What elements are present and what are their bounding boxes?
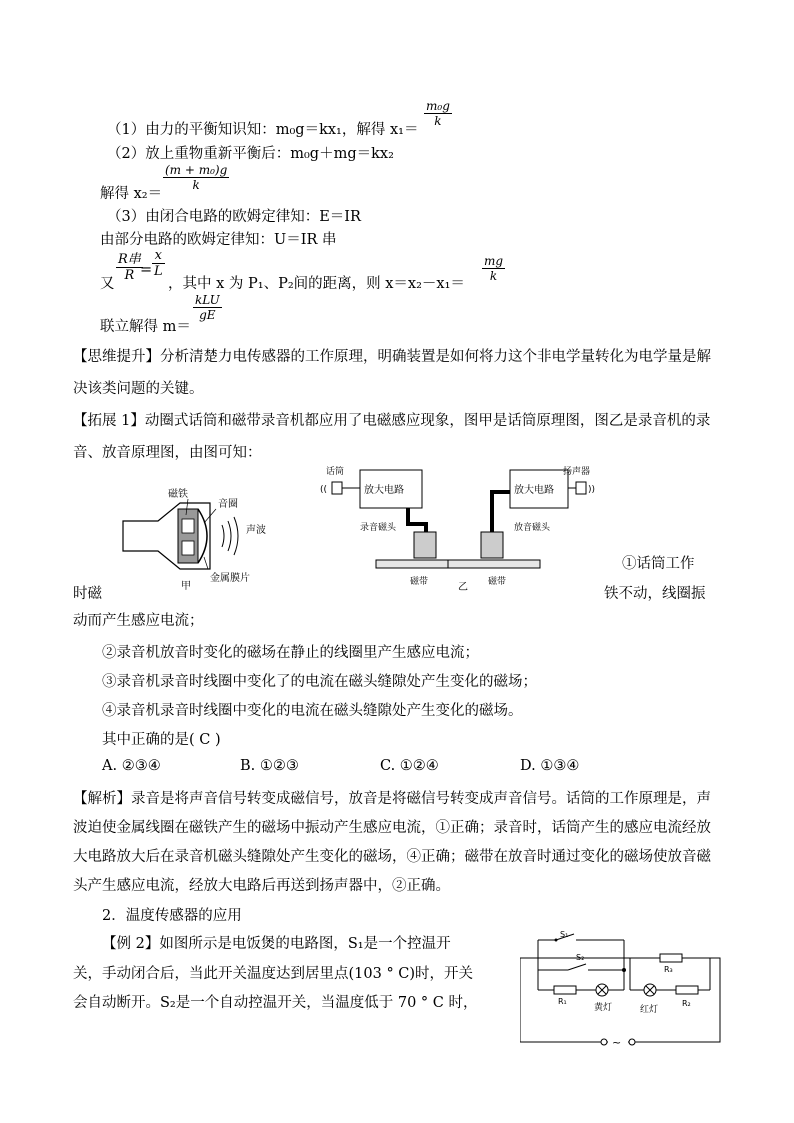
ext1-paragraph — [73, 405, 723, 469]
fraction-x2 — [163, 163, 229, 192]
fraction-numerator: kLU — [195, 293, 220, 307]
fraction-x1 — [424, 99, 452, 128]
label-mic: 话筒 — [326, 467, 345, 477]
fraction-denominator: k — [434, 114, 442, 128]
fraction-m — [193, 293, 222, 322]
label-r2: R₂ — [682, 999, 691, 1008]
fraction-denominator: k — [489, 269, 498, 283]
fraction-mg-k — [482, 254, 505, 283]
ext1-item1-c: 铁不动，线圈振 — [604, 586, 706, 602]
ext1-item2: ②录音机放音时变化的磁场在静止的线圈里产生感应电流； — [102, 645, 479, 661]
ex2-line-3: 会自动断开。S₂是一个自动控温开关，当温度低于 70 ° C 时， — [73, 995, 478, 1011]
thinking-text: 分析清楚力电传感器的工作原理，明确装置是如何将力这个非电学量转化为电学量是解决该类问题的关键。 — [73, 349, 711, 397]
label-sound-wave: 声波 — [246, 525, 266, 536]
fraction-denominator: k — [192, 178, 200, 192]
label-s2: S₂ — [576, 953, 585, 962]
label-yellow-lamp: 黄灯 — [594, 1003, 613, 1013]
label-amp-2: 放大电路 — [514, 485, 554, 496]
solution-you: 又 — [100, 276, 115, 292]
label-tape-1: 磁带 — [410, 577, 429, 587]
caption-yi: 乙 — [458, 582, 468, 592]
circuit-diagram — [520, 930, 730, 1052]
option-b: B. ①②③ — [240, 758, 299, 774]
solution-line-1: （1）由力的平衡知识知：m₀g＝kx₁，解得 x₁＝ — [107, 122, 419, 138]
fraction-r-ratio — [116, 248, 143, 283]
fraction-numerator: mg — [484, 254, 504, 268]
label-amp-1: 放大电路 — [364, 485, 404, 496]
ext1-item3: ③录音机录音时线圈中变化了的电流在磁头缝隙处产生变化的磁场； — [102, 674, 537, 690]
ex2-line-2: 关，手动闭合后，当此开关温度达到居里点(103 ° C)时，开关 — [73, 966, 474, 982]
label-r1: R₁ — [558, 997, 567, 1006]
option-d: D. ①③④ — [520, 758, 580, 774]
ext1-item1-a: ①话筒工作 — [622, 556, 695, 572]
fraction-numerator: R串 — [118, 252, 141, 267]
fraction-x-ratio — [152, 248, 165, 279]
option-a: A. ②③④ — [102, 758, 161, 774]
fraction-denominator: R — [124, 268, 135, 283]
ext1-tag: 【拓展 1】 — [73, 413, 145, 429]
analysis-tag: 【解析】 — [73, 791, 131, 807]
fraction-numerator: x — [154, 248, 162, 263]
ext1-item1-d: 动而产生感应电流； — [73, 613, 204, 629]
ext1-text: 动圈式话筒和磁带录音机都应用了电磁感应现象，图甲是话筒原理图，图乙是录音机的录音、放音原理图，由图可知： — [73, 413, 711, 461]
label-s1: S₁ — [560, 930, 569, 939]
label-red-lamp: 红灯 — [640, 1005, 659, 1015]
thinking-paragraph — [73, 341, 723, 405]
label-r3: R₃ — [664, 965, 673, 974]
thinking-tag: 【思维提升】 — [73, 349, 160, 365]
ext1-item4: ④录音机录音时线圈中变化的电流在磁头缝隙处产生变化的磁场。 — [102, 703, 523, 719]
ex2-line-1 — [102, 932, 451, 953]
ac-source-icon: ~ — [612, 1036, 622, 1049]
label-magnet: 磁铁 — [168, 489, 188, 500]
solution-line-2: （2）放上重物重新平衡后：m₀g＋mg＝kx₂ — [107, 146, 394, 162]
caption-jia: 甲 — [181, 581, 191, 590]
solution-line-4: （3）由闭合电路的欧姆定律知：E＝IR — [107, 209, 361, 225]
solution-line-6: ，其中 x 为 P₁、P₂间的距离，则 x＝x₂－x₁＝ — [168, 276, 465, 292]
ex2-tag: 【例 2】 — [102, 936, 160, 952]
ext1-question: 其中正确的是( C ) — [102, 732, 221, 748]
fraction-denominator: gE — [199, 308, 216, 322]
label-tape-2: 磁带 — [488, 577, 507, 587]
fraction-numerator: (m + m₀)g — [165, 163, 228, 177]
fraction-denominator: L — [154, 264, 163, 279]
option-c: C. ①②④ — [380, 758, 439, 774]
section-2-heading: 2．温度传感器的应用 — [102, 908, 242, 924]
fraction-numerator: m₀g — [426, 99, 450, 113]
figure-recorder — [318, 462, 618, 592]
solution-line-7: 联立解得 m＝ — [100, 319, 191, 335]
label-rec-head: 录音磁头 — [360, 523, 397, 533]
solution-line-5: 由部分电路的欧姆定律知：U＝IR 串 — [100, 232, 337, 248]
ext1-item1-b: 时磁 — [73, 586, 102, 602]
solution-line-3: 解得 x₂＝ — [100, 186, 163, 202]
sound-icon: (( — [320, 485, 328, 495]
sound-out-icon: )) — [588, 485, 596, 495]
equals-sign: = — [140, 262, 153, 278]
label-metal-film: 金属膜片 — [210, 573, 250, 584]
figure-microphone — [118, 485, 318, 590]
label-play-head: 放音磁头 — [514, 523, 551, 533]
analysis-text: 录音是将声音信号转变成磁信号，放音是将磁信号转变成声音信号。话筒的工作原理是，声波迫使金属线圈在磁铁产生的磁场中振动产生感应电流，①正确；录音时，话筒产生的感应电流经放大电路放大后在录音机磁头缝隙处产生变化的磁场，④正确；磁带在放音时通过变化的磁场使放音磁头产生感应电流，经放大电路后再送到扬声器中，②正确。 — [73, 791, 711, 894]
label-coil: 音圈 — [218, 499, 238, 510]
ex2-text-1: 如图所示是电饭煲的电路图，S₁是一个控温开 — [159, 936, 451, 952]
analysis-paragraph — [73, 785, 723, 901]
label-speaker: 扬声器 — [563, 467, 591, 477]
